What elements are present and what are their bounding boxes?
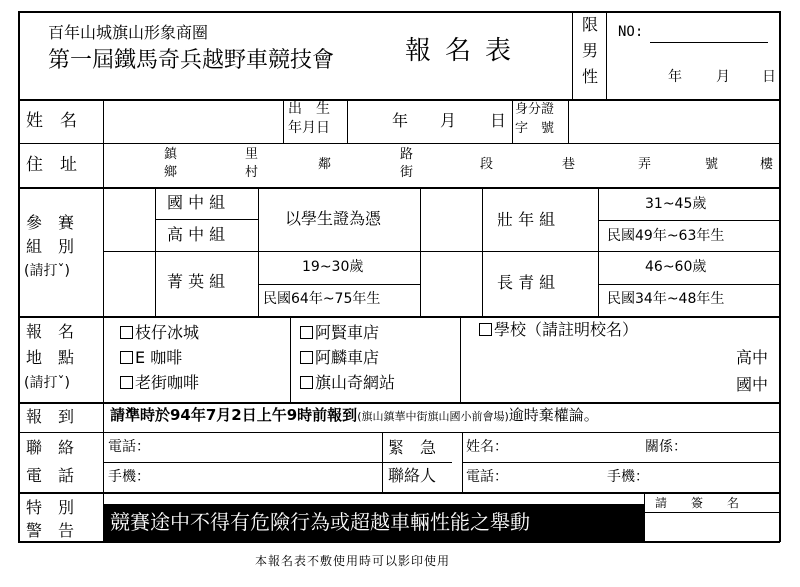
- name-label: 姓 名: [26, 111, 77, 131]
- emergency-mobile-label: 手機：: [607, 469, 649, 485]
- addr-number: 號: [705, 157, 719, 172]
- no-field[interactable]: [650, 42, 768, 43]
- checkbox-veteran[interactable]: [421, 252, 481, 315]
- emergency-name-label: 姓名：: [466, 439, 508, 455]
- venue-option-3-label: 老街咖啡: [135, 373, 200, 392]
- checkbox-elite[interactable]: [104, 252, 154, 315]
- notice-label-2: 警 告: [26, 521, 75, 540]
- report-deadline: 逾時棄權論。: [508, 406, 599, 424]
- venue-option-6-label: 旗山奇網站: [315, 373, 396, 392]
- report-place: (旗山鎮華中街旗山國小前會場): [357, 410, 509, 423]
- gender-label-1: 限: [582, 15, 599, 34]
- birth-label-bottom: 年月日: [288, 120, 330, 136]
- checkbox-icon: [120, 351, 133, 364]
- group-adult: 壯 年 組: [497, 210, 556, 229]
- emergency-label-2: 聯絡人: [388, 466, 437, 485]
- veteran-age: 46~60歲: [645, 259, 707, 275]
- addr-lane: 巷: [562, 157, 576, 172]
- checkbox-icon: [300, 326, 313, 339]
- adult-age: 31~45歲: [645, 196, 707, 212]
- birth-month: 月: [440, 111, 457, 130]
- addr-section: 段: [480, 157, 494, 172]
- contact-phone-field[interactable]: [160, 434, 380, 461]
- addr-town-bottom: 鄉: [164, 165, 178, 180]
- name-field[interactable]: [104, 101, 282, 142]
- checkbox-icon: [479, 323, 492, 336]
- gender-label-2: 男: [582, 41, 599, 60]
- addr-floor: 樓: [760, 157, 774, 172]
- venue-option-2[interactable]: [120, 350, 182, 366]
- report-label: 報 到: [26, 407, 75, 426]
- group-label-3: (請打ˇ): [24, 263, 70, 279]
- date-day: 日: [762, 69, 776, 85]
- venue-option-4[interactable]: [300, 325, 379, 341]
- date-year: 年: [668, 69, 682, 85]
- group-label-1: 參 賽: [26, 213, 75, 232]
- adult-years: 民國49年~63年生: [607, 228, 725, 244]
- footer-note: 本報名表不敷使用時可以影印使用: [255, 554, 451, 568]
- venue-option-5[interactable]: [300, 350, 379, 366]
- report-text: [110, 408, 599, 423]
- contact-label-1: 聯 絡: [26, 438, 75, 457]
- checkbox-senior[interactable]: [104, 220, 154, 250]
- addr-road-bottom: 街: [400, 165, 414, 180]
- no-label: NO:: [618, 24, 644, 40]
- id-field[interactable]: [569, 101, 779, 142]
- notice-label-1: 特 別: [26, 498, 75, 517]
- contact-mobile-label: 手機：: [108, 469, 150, 485]
- org-name: 百年山城旗山形象商圈: [48, 23, 209, 42]
- school-high: 高中: [736, 348, 769, 367]
- birth-year: 年: [392, 111, 409, 130]
- contact-label-2: 電 話: [26, 466, 75, 485]
- student-note: 以學生證為憑: [285, 209, 382, 228]
- group-senior: 高 中 組: [167, 225, 226, 244]
- venue-option-1-label: 枝仔冰城: [135, 323, 200, 342]
- form-title: 報名表: [405, 36, 526, 66]
- report-time: 請準時於94年7月2日上午9時前報到: [110, 406, 358, 424]
- contact-phone-label: 電話：: [108, 439, 150, 455]
- venue-option-6[interactable]: [300, 375, 395, 391]
- school-junior: 國中: [736, 375, 769, 394]
- venue-option-4-label: 阿賢車店: [315, 323, 380, 342]
- addr-village-bottom: 村: [245, 165, 259, 180]
- emergency-label-1: 緊 急: [388, 438, 437, 457]
- checkbox-icon: [300, 376, 313, 389]
- venue-option-5-label: 阿麟車店: [315, 348, 380, 367]
- signature-field[interactable]: [645, 514, 778, 541]
- group-elite: 菁 英 組: [167, 272, 226, 291]
- veteran-years: 民國34年~48年生: [607, 291, 725, 307]
- elite-age: 19~30歲: [302, 259, 364, 275]
- group-junior: 國 中 組: [167, 193, 226, 212]
- venue-label-3: (請打ˇ): [24, 375, 70, 391]
- warning-text: 競賽途中不得有危險行為或超越車輛性能之舉動: [110, 510, 530, 534]
- addr-neighborhood: 鄰: [318, 157, 332, 172]
- venue-option-school-label: 學校（請註明校名）: [494, 320, 639, 339]
- venue-option-school[interactable]: [479, 322, 638, 338]
- school-name-field[interactable]: [470, 345, 725, 397]
- group-veteran: 長 青 組: [497, 273, 556, 292]
- signature-label: 請 簽 名: [655, 496, 740, 510]
- elite-years: 民國64年~75年生: [263, 291, 381, 307]
- birth-day: 日: [490, 111, 507, 130]
- checkbox-junior[interactable]: [104, 189, 154, 218]
- id-label-top: 身分證: [515, 102, 555, 117]
- birth-label-top: 出 生: [288, 101, 330, 117]
- venue-option-3[interactable]: [120, 375, 199, 391]
- event-name: 第一屆鐵馬奇兵越野車競技會: [48, 48, 335, 73]
- address-label: 住 址: [26, 155, 77, 175]
- checkbox-icon: [120, 326, 133, 339]
- id-label-bottom: 字 號: [515, 121, 555, 136]
- emergency-relation-label: 關係：: [645, 439, 687, 455]
- venue-option-1[interactable]: [120, 325, 199, 341]
- checkbox-icon: [300, 351, 313, 364]
- group-label-2: 組 別: [26, 237, 75, 256]
- venue-label-2: 地 點: [26, 348, 75, 367]
- gender-label-3: 性: [582, 67, 599, 86]
- addr-village-top: 里: [245, 147, 259, 162]
- addr-road-top: 路: [400, 147, 414, 162]
- addr-town-top: 鎮: [164, 147, 178, 162]
- checkbox-icon: [120, 376, 133, 389]
- date-month: 月: [716, 69, 730, 85]
- emergency-phone-label: 電話：: [466, 469, 508, 485]
- venue-option-2-label: E 咖啡: [135, 348, 183, 367]
- venue-label-1: 報 名: [26, 322, 75, 341]
- checkbox-adult[interactable]: [421, 189, 481, 250]
- addr-alley: 弄: [638, 157, 652, 172]
- contact-mobile-field[interactable]: [160, 464, 380, 491]
